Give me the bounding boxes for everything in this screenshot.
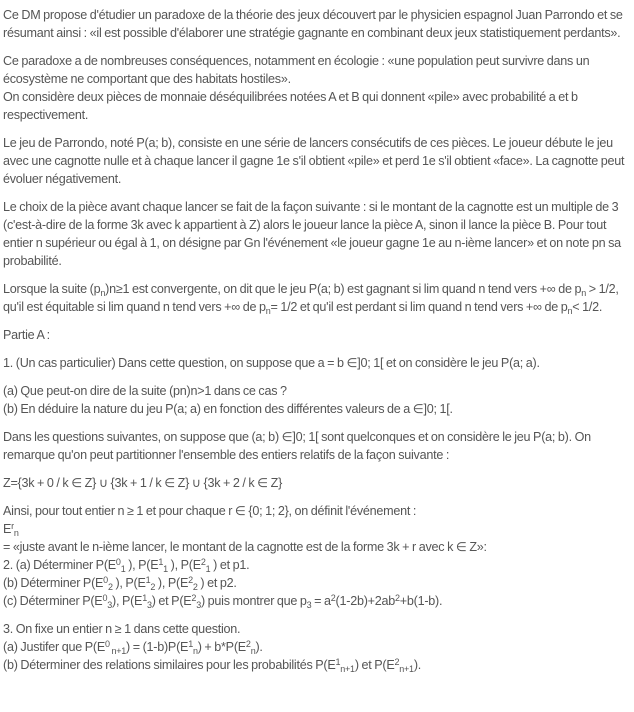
- question-3: 3. On fixe un entier n ≥ 1 dans cette question.: [3, 622, 241, 636]
- question-1: 1. (Un cas particulier) Dans cette question, on suppose que a = b ∈]0; 1[ et on considère le jeu P(a; a).: [3, 356, 540, 370]
- question-2b: (b) Déterminer $P(E^0_2$ ), $P(E^1_2$ ), $P(E^2_2$ ) et p2.: [3, 575, 237, 592]
- choice-paragraph: Le choix de la pièce avant chaque lancer se fait de la façon suivante : si le montant de la cagnotte est un multiple de 3 (c'est-à-dire de la forme 3k avec k appartient à Z) alors le joueur lance la pièce A, sinon il lance la pièce B. Pour tout entier n supérieur ou égal à 1, on désigne par Gn l'événement «le joueur gagne 1e au n-ième lancer» et on note pn sa probabilité.: [3, 200, 621, 268]
- ecology-paragraph: Ce paradoxe a de nombreuses conséquences, notamment en écologie : «une population peut survivre dans un écosystème ne comportant que des habitats hostiles».: [3, 54, 590, 86]
- question-1b: (b) En déduire la nature du jeu P(a; a) en fonction des différentes valeurs de a ∈]0; 1[.: [3, 402, 453, 416]
- question-2a: 2. (a) Déterminer $P(E^0_1$ ), $P(E^1_1$ ), $P(E^2_1$ ) et p1.: [3, 557, 250, 574]
- partition-paragraph: Dans les questions suivantes, on suppose que (a; b) ∈]0; 1[ sont quelconques et on considère le jeu P(a; b). On remarque qu'on peut partitionner l'ensemble des entiers relatifs de la façon suivante :: [3, 430, 591, 462]
- z-partition-formula: Z={3k + 0 / k ∈ Z} ∪ {3k + 1 / k ∈ Z} ∪ {3k + 2 / k ∈ Z}: [3, 476, 283, 490]
- event-definition: = «juste avant le n-ième lancer, le montant de la cagnotte est de la forme 3k + r avec k ∈ Z»:: [3, 540, 487, 554]
- definition-paragraph: Lorsque la suite $(p_n)n\ge 1$ est convergente, on dit que le jeu P(a; b) est gagnant si lim quand n tend vers +∞ de $p_n > 1/2$, qu'il est équitable si lim quand n tend vers +∞ de $p_n= 1/2$ et qu'il est perdant si lim quand n tend vers +∞ de $p_n< 1/2$.: [3, 282, 619, 316]
- coins-paragraph: On considère deux pièces de monnaie déséquilibrées notées A et B qui donnent «pile» avec probabilité a et b respectivement.: [3, 90, 578, 122]
- question-2c: (c) Déterminer $P(E^0_3)$, $P(E^1_3)$ et $P(E^2_3)$ puis montrer que $p_3 = a^2(1-2b)+2ab^2+b(1-b)$.: [3, 593, 443, 610]
- question-3b: (b) Déterminer des relations similaires pour les probabilités $P(E^1_{n+1})$ et $P(E^2_{n+1})$.: [3, 657, 422, 674]
- intro-paragraph: Ce DM propose d'étudier un paradoxe de la théorie des jeux découvert par le physicien espagnol Juan Parrondo et se résumant ainsi : «il est possible d'élaborer une stratégie gagnante en combinant deux jeux statistiquement perdants».: [3, 8, 623, 40]
- event-symbol: $E^r_n$: [3, 521, 19, 538]
- question-1a: (a) Que peut-on dire de la suite (pn)n>1 dans ce cas ?: [3, 384, 287, 398]
- question-3a: (a) Justifer que $P(E^0$ $_{n+1}) = (1-b)P(E^1_n) + b*P(E^2_n)$.: [3, 639, 263, 656]
- game-paragraph: Le jeu de Parrondo, noté P(a; b), consiste en une série de lancers consécutifs de ces pièces. Le joueur débute le jeu avec une cagnotte nulle et à chaque lancer il gagne 1e s'il obtient «pile» et perd 1e s'il obtient «face». La cagnotte peut évoluer négativement.: [3, 136, 625, 186]
- part-heading: Partie A :: [3, 328, 50, 342]
- event-intro: Ainsi, pour tout entier n ≥ 1 et pour chaque r ∈ {0; 1; 2}, on définit l'événement :: [3, 504, 417, 518]
